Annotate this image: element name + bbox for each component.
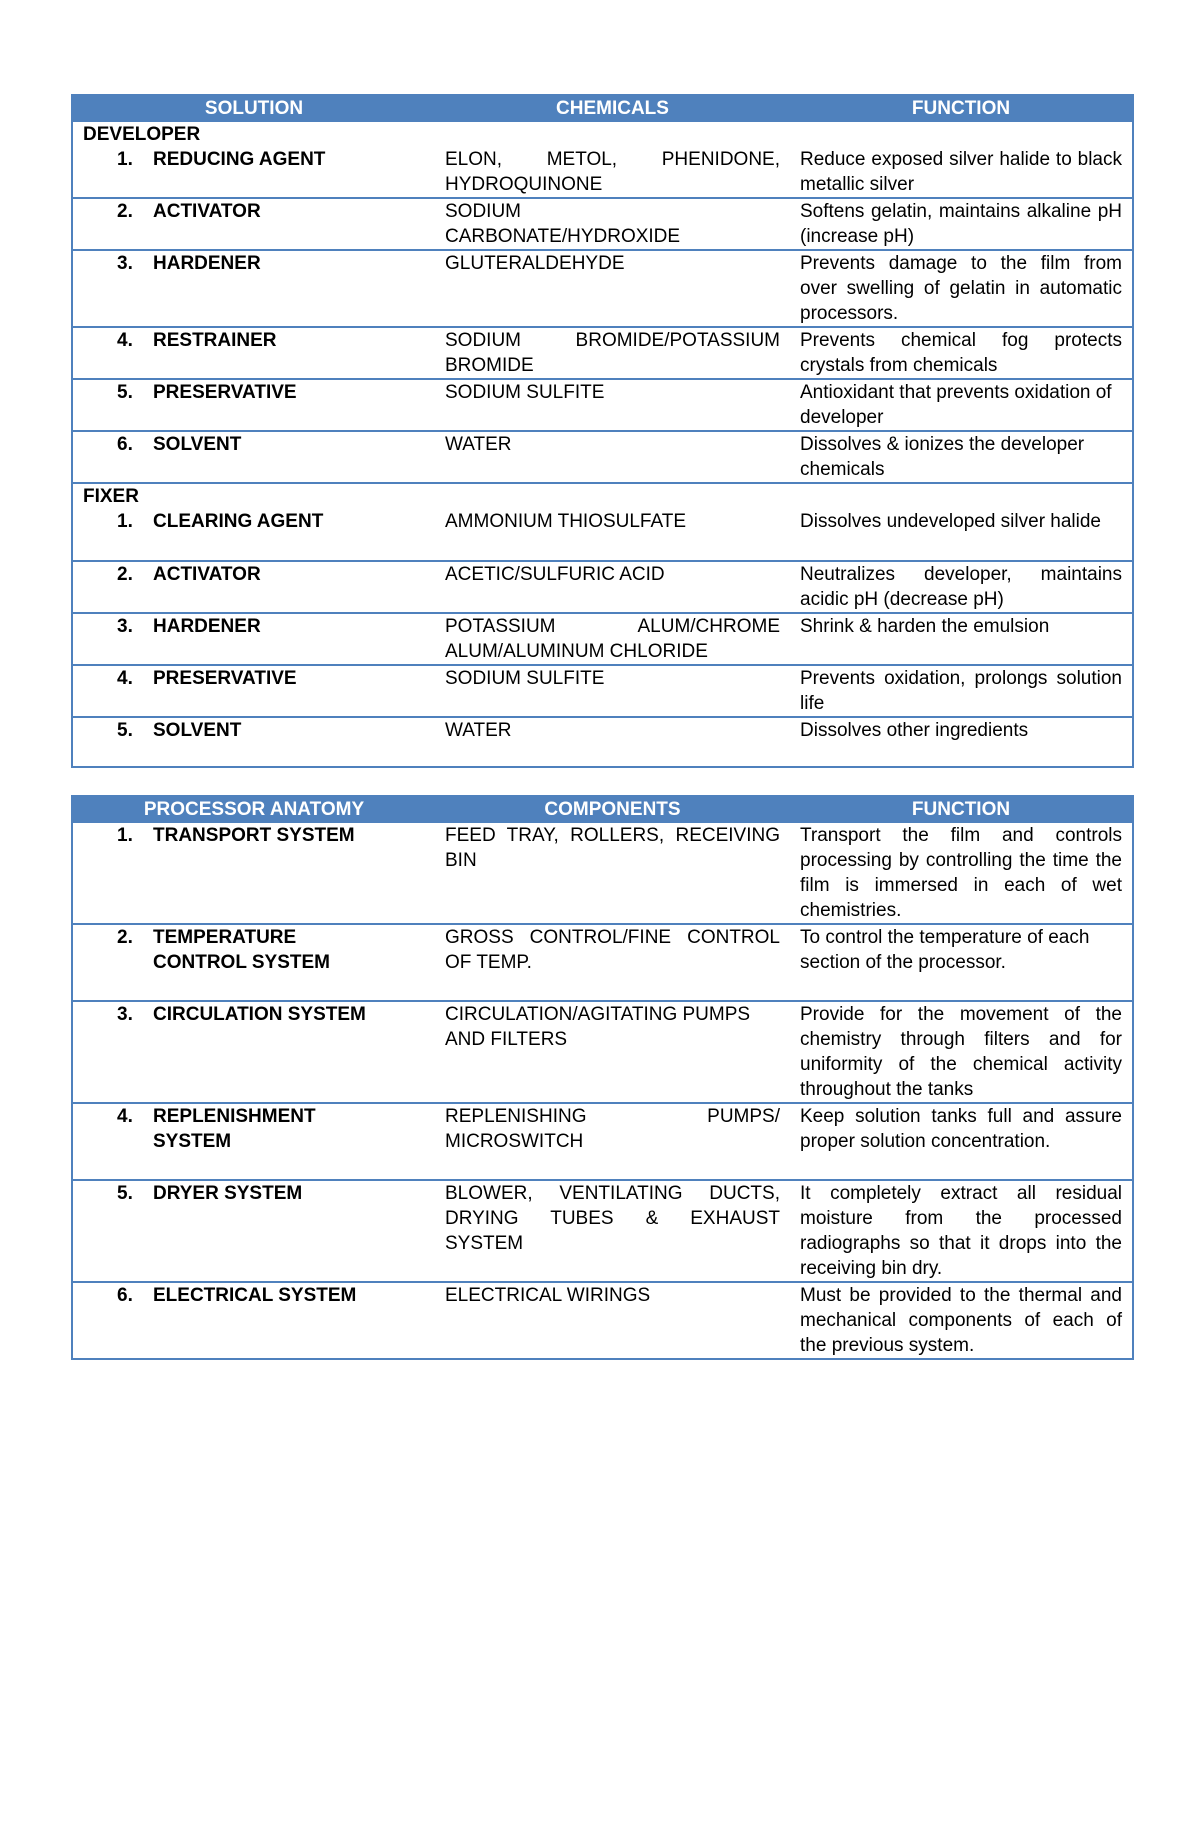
row-number: 4.	[117, 330, 133, 351]
component-name-cell	[72, 1282, 435, 1359]
table-row	[72, 1001, 1133, 1103]
component-name: ELECTRICAL SYSTEM	[153, 1285, 357, 1306]
solution-name-cell	[72, 250, 435, 327]
component-name: DRYER SYSTEM	[153, 1183, 303, 1204]
row-number: 3.	[117, 616, 133, 637]
solution-name: PRESERVATIVE	[153, 668, 297, 689]
component-name-cell	[72, 924, 435, 1001]
solution-name-cell	[72, 665, 435, 717]
header-chemicals: CHEMICALS	[435, 95, 790, 122]
row-number: 1.	[117, 511, 133, 532]
solution-name: REDUCING AGENT	[153, 149, 326, 170]
chemicals-cell: WATER	[435, 717, 790, 767]
table-row	[72, 509, 1133, 561]
components-cell: ELECTRICAL WIRINGS	[435, 1282, 790, 1359]
function-cell: Dissolves & ionizes the developer chemicals	[790, 431, 1133, 483]
solution-name-cell	[72, 561, 435, 613]
function-cell: To control the temperature of each section of the processor.	[790, 924, 1133, 1001]
row-number: 6.	[117, 1285, 133, 1306]
solution-name: PRESERVATIVE	[153, 382, 297, 403]
function-cell: It completely extract all residual moisture from the processed radiographs so that it drops into the receiving bin dry.	[790, 1180, 1133, 1282]
function-cell: Antioxidant that prevents oxidation of developer	[790, 379, 1133, 431]
component-name: TRANSPORT SYSTEM	[153, 825, 355, 846]
chemicals-cell: AMMONIUM THIOSULFATE	[445, 511, 687, 532]
section-title-fixer: FIXER	[72, 483, 435, 509]
row-number: 5.	[117, 1183, 133, 1204]
chemicals-cell: GLUTERALDEHYDE	[435, 250, 790, 327]
solution-name: SOLVENT	[153, 720, 242, 741]
solution-name-cell	[72, 431, 435, 483]
table-row	[72, 613, 1133, 665]
components-cell: REPLENISHING PUMPS/ MICROSWITCH	[435, 1103, 790, 1180]
solution-name-cell	[72, 147, 435, 198]
table-row	[72, 327, 1133, 379]
row-number: 1.	[117, 149, 133, 170]
table-row	[72, 561, 1133, 613]
solution-name: HARDENER	[153, 253, 261, 274]
row-number: 3.	[117, 253, 133, 274]
solutions-table	[71, 94, 1134, 768]
chemicals-cell: ELON, METOL, PHENIDONE, HYDROQUINONE	[445, 149, 780, 195]
function-cell: Dissolves other ingredients	[790, 717, 1133, 767]
row-number: 4.	[117, 668, 133, 689]
function-cell: Transport the film and controls processing by controlling the time the film is immersed in each of wet chemistries.	[800, 825, 1122, 921]
table-row	[72, 431, 1133, 483]
components-cell: FEED TRAY, ROLLERS, RECEIVING BIN	[445, 825, 780, 871]
chemicals-cell: ACETIC/SULFURIC ACID	[435, 561, 790, 613]
table-row	[72, 665, 1133, 717]
chemicals-cell: SODIUM BROMIDE/POTASSIUM BROMIDE	[435, 327, 790, 379]
function-cell: Neutralizes developer, maintains acidic pH (decrease pH)	[790, 561, 1133, 613]
solution-name: RESTRAINER	[153, 330, 277, 351]
solution-name: CLEARING AGENT	[153, 511, 324, 532]
header-function: FUNCTION	[790, 95, 1133, 122]
component-name-cell	[72, 1103, 435, 1180]
component-name: TEMPERATURE CONTROL SYSTEM	[153, 927, 330, 973]
row-number: 2.	[117, 564, 133, 585]
header-processor-anatomy: PROCESSOR ANATOMY	[72, 796, 435, 823]
chemicals-cell: WATER	[435, 431, 790, 483]
row-number: 5.	[117, 382, 133, 403]
function-cell: Reduce exposed silver halide to black metallic silver	[800, 149, 1122, 195]
function-cell: Keep solution tanks full and assure proper solution concentration.	[790, 1103, 1133, 1180]
chemicals-cell: SODIUM SULFITE	[435, 379, 790, 431]
function-cell: Softens gelatin, maintains alkaline pH (increase pH)	[790, 198, 1133, 250]
table-row	[72, 823, 1133, 924]
table-row	[72, 717, 1133, 767]
component-name: CIRCULATION SYSTEM	[153, 1004, 366, 1025]
solution-name-cell	[72, 509, 435, 561]
solution-name: ACTIVATOR	[153, 564, 261, 585]
header-components: COMPONENTS	[435, 796, 790, 823]
solution-name-cell	[72, 198, 435, 250]
component-name-cell	[72, 823, 435, 924]
table-row	[72, 379, 1133, 431]
function-cell: Dissolves undeveloped silver halide	[800, 511, 1102, 532]
component-name-cell	[72, 1001, 435, 1103]
row-number: 4.	[117, 1106, 133, 1127]
solution-name: ACTIVATOR	[153, 201, 261, 222]
row-number: 1.	[117, 825, 133, 846]
header-solution: SOLUTION	[72, 95, 435, 122]
row-number: 2.	[117, 927, 133, 948]
function-cell: Prevents chemical fog protects crystals from chemicals	[790, 327, 1133, 379]
table-row	[72, 198, 1133, 250]
table-row	[72, 147, 1133, 198]
components-cell: GROSS CONTROL/FINE CONTROL OF TEMP.	[435, 924, 790, 1001]
function-cell: Shrink & harden the emulsion	[790, 613, 1133, 665]
solution-name: SOLVENT	[153, 434, 242, 455]
section-row-developer	[72, 122, 1133, 147]
components-cell: BLOWER, VENTILATING DUCTS, DRYING TUBES & EXHAUST SYSTEM	[435, 1180, 790, 1282]
chemicals-cell: POTASSIUM ALUM/CHROME ALUM/ALUMINUM CHLORIDE	[435, 613, 790, 665]
solution-name: HARDENER	[153, 616, 261, 637]
components-cell: CIRCULATION/AGITATING PUMPS AND FILTERS	[435, 1001, 790, 1103]
row-number: 6.	[117, 434, 133, 455]
component-name: REPLENISHMENT SYSTEM	[153, 1106, 316, 1152]
function-cell: Prevents damage to the film from over swelling of gelatin in automatic processors.	[790, 250, 1133, 327]
processor-table	[71, 795, 1134, 1360]
row-number: 5.	[117, 720, 133, 741]
table-row	[72, 1180, 1133, 1282]
component-name-cell	[72, 1180, 435, 1282]
solution-name-cell	[72, 327, 435, 379]
table-row	[72, 1103, 1133, 1180]
chemicals-cell: SODIUM SULFITE	[435, 665, 790, 717]
function-cell: Must be provided to the thermal and mechanical components of each of the previous system.	[790, 1282, 1133, 1359]
table-row	[72, 250, 1133, 327]
row-number: 3.	[117, 1004, 133, 1025]
function-cell: Provide for the movement of the chemistry through filters and for uniformity of the chemical activity throughout the tanks	[790, 1001, 1133, 1103]
solutions-header-row	[72, 95, 1133, 122]
section-title-developer: DEVELOPER	[83, 124, 201, 145]
table-row	[72, 1282, 1133, 1359]
solution-name-cell	[72, 717, 435, 767]
table-row	[72, 924, 1133, 1001]
row-number: 2.	[117, 201, 133, 222]
processor-header-row	[72, 796, 1133, 823]
solution-name-cell	[72, 379, 435, 431]
chemicals-cell: SODIUM CARBONATE/HYDROXIDE	[435, 198, 790, 250]
function-cell: Prevents oxidation, prolongs solution life	[790, 665, 1133, 717]
section-row-fixer	[72, 483, 1133, 509]
solution-name-cell	[72, 613, 435, 665]
header-function: FUNCTION	[790, 796, 1133, 823]
